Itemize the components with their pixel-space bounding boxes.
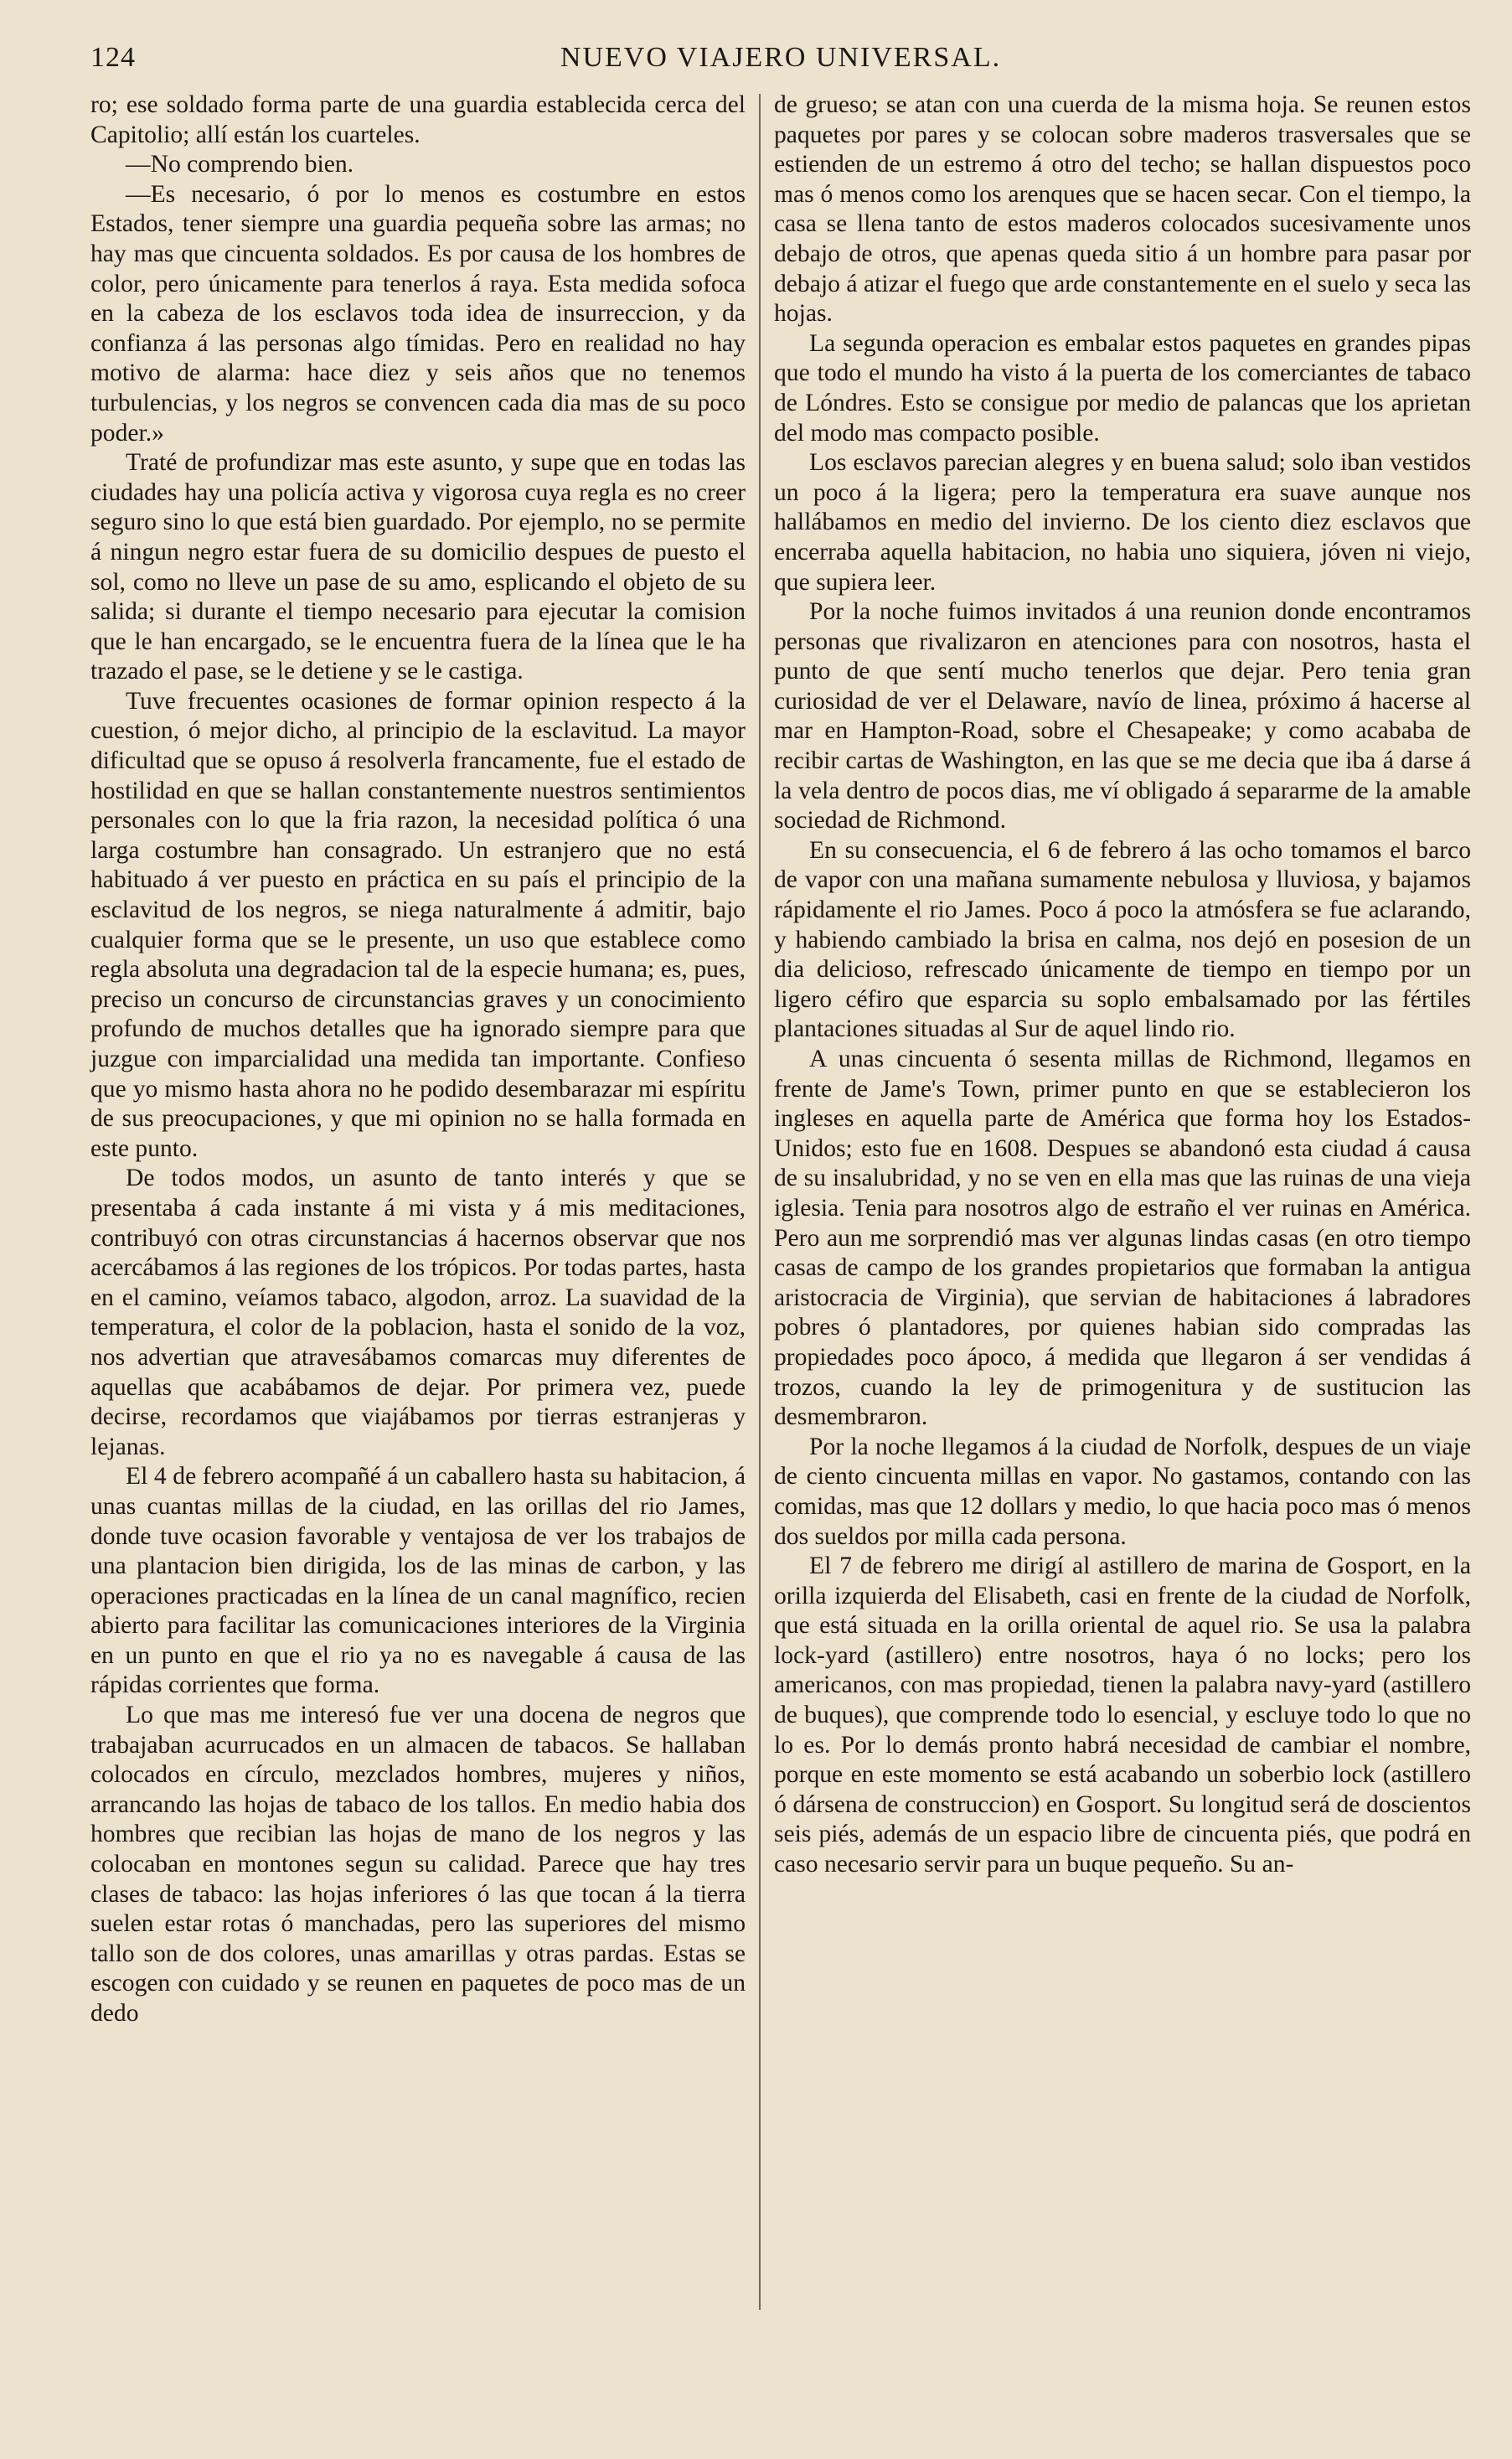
paragraph: Traté de profundizar mas este asunto, y supe que en todas las ciudades hay una policía activa y vigorosa cuya regla es no creer seguro sino lo que está bien guardado. Por ejemplo, no se permite á ningun negro estar fuera de su domicilio despues de puesto el sol, como no lleve un pase de su amo, esplicando el objeto de su salida; si durante el tiempo necesario para ejecutar la comision que le han encargado, se le encuentra fuera de la línea que le ha trazado el pase, se le detiene y se le castiga. (90, 449, 746, 685)
running-title: NUEVO VIAJERO UNIVERSAL. (560, 42, 1002, 73)
left-column (90, 90, 746, 2029)
right-column (774, 90, 1471, 1880)
paragraph: Por la noche llegamos á la ciudad de Norfolk, despues de un viaje de ciento cincuenta millas en vapor. No gastamos, contando con las comidas, mas que 12 dollars y medio, lo que hacia poco mas ó menos dos sueldos por milla cada persona. (774, 1433, 1471, 1550)
column-divider (759, 94, 761, 2310)
paragraph: Por la noche fuimos invitados á una reunion donde encontramos personas que rivalizaron en atenciones para con nosotros, hasta el punto de que sentí mucho tenerlos que dejar. Pero tenia gran curiosidad de ver el Delaware, navío de linea, próximo á hacerse al mar en Hampton-Road, sobre el Chesapeake; y como acababa de recibir cartas de Washington, en las que se me decia que iba á darse á la vela dentro de pocos dias, me ví obligado á separarme de la amable sociedad de Richmond. (774, 598, 1471, 834)
paragraph: El 4 de febrero acompañé á un caballero hasta su habitacion, á unas cuantas millas de la ciudad, en las orillas del rio James, donde tuve ocasion favorable y ventajosa de ver los trabajos de una plantacion bien dirigida, los de las minas de carbon, y las operaciones practicadas en la línea de un canal magnífico, recien abierto para facilitar las comunicaciones interiores de la Virginia en un punto en que el rio ya no es navegable á causa de las rápidas corrientes que forma. (90, 1463, 746, 1699)
paragraph: ro; ese soldado forma parte de una guardia establecida cerca del Capitolio; allí están los cuarteles. (90, 91, 746, 148)
paragraph: Lo que mas me interesó fue ver una docena de negros que trabajaban acurrucados en un almacen de tabacos. Se hallaban colocados en círculo, mezclados hombres, mujeres y niños, arrancando las hojas de tabaco de los tallos. En medio habia dos hombres que recibian las hojas de mano de los negros y las colocaban en montones segun su calidad. Parece que hay tres clases de tabaco: las hojas inferiores ó las que tocan á la tierra suelen estar rotas ó manchadas, pero las superiores del mismo tallo son de dos colores, unas amarillas y otras pardas. Estas se escogen con cuidado y se reunen en paquetes de poco mas de un dedo (90, 1702, 746, 2027)
paragraph: de grueso; se atan con una cuerda de la misma hoja. Se reunen estos paquetes por pares y se colocan sobre maderos trasversales que se estienden de un estremo á otro del techo; se hallan dispuestos poco mas ó menos como los arenques que se hacen secar. Con el tiempo, la casa se llena tanto de estos maderos colocados sucesivamente unos debajo de otros, que apenas queda sitio á un hombre para pasar por debajo á atizar el fuego que arde constantemente en el suelo y seca las hojas. (774, 91, 1471, 328)
paragraph: En su consecuencia, el 6 de febrero á las ocho tomamos el barco de vapor con una mañana sumamente nebulosa y lluviosa, y bajamos rápidamente el rio James. Poco á poco la atmósfera se fue aclarando, y habiendo cambiado la brisa en calma, nos dejó en posesion de un dia delicioso, refrescado únicamente de tiempo en tiempo por un ligero céfiro que esparcia su soplo embalsamado por las fértiles plantaciones situadas al Sur de aquel lindo rio. (774, 836, 1471, 1043)
paragraph: Los esclavos parecian alegres y en buena salud; solo iban vestidos un poco á la ligera; pero la temperatura era suave aunque nos hallábamos en medio del invierno. De los ciento diez esclavos que encerraba aquella habitacion, no habia uno siquiera, jóven ni viejo, que supiera leer. (774, 449, 1471, 596)
paragraph: El 7 de febrero me dirigí al astillero de marina de Gosport, en la orilla izquierda del Elisabeth, casi en frente de la ciudad de Norfolk, que está situada en la orilla oriental de aquel rio. Se usa la palabra lock-yard (astillero) entre nosotros, haya ó no locks; pero los americanos, con mas propiedad, tienen la palabra navy-yard (astillero de buques), que comprende todo lo esencial, y escluye todo lo que no lo es. Por lo demás pronto habrá necesidad de cambiar el nombre, porque en este momento se está acabando un soberbio lock (astillero ó dársena de construccion) en Gosport. Su longitud será de doscientos seis piés, además de un espacio libre de cincuenta piés, que podrá en caso necesario servir para un buque pequeño. Su an- (774, 1552, 1471, 1878)
paragraph: Tuve frecuentes ocasiones de formar opinion respecto á la cuestion, ó mejor dicho, al principio de la esclavitud. La mayor dificultad que se opuso á resolverla francamente, fue el estado de hostilidad en que se hallan constantemente nuestros sentimientos personales con lo que la fria razon, la necesidad política ó una larga costumbre han consagrado. Un estranjero que no está habituado á ver puesto en práctica en su país el principio de la esclavitud de los negros, se niega naturalmente á admitir, bajo cualquier forma que se le presente, un uso que establece como regla absoluta una degradacion tal de la especie humana; es, pues, preciso un concurso de circunstancias graves y un conocimiento profundo de muchos detalles que ha ignorado siempre para que juzgue con imparcialidad una medida tan importante. Confieso que yo mismo hasta ahora no he podido desembarazar mi espíritu de sus preocupaciones, y que mi opinion no se halla formada en este punto. (90, 687, 746, 1162)
paragraph: A unas cincuenta ó sesenta millas de Richmond, llegamos en frente de Jame's Town, primer punto en que se establecieron los ingleses en aquella parte de América que forma hoy los Estados-Unidos; esto fue en 1608. Despues se abandonó esta ciudad á causa de su insalubridad, y no se ven en ella mas que las ruinas de una vieja iglesia. Tenia para nosotros algo de estraño el ver ruinas en América. Pero aun me sorprendió mas ver algunas lindas casas (en otro tiempo casas de campo de los grandes propietarios que formaban la antigua aristocracia de Virginia), que servian de habitaciones á labradores pobres ó plantadores, por quienes habian sido compradas las propiedades poco ápoco, á medida que llegaron á ser vendidas á trozos, cuando la ley de primogenitura y de sustitucion las desmembraron. (774, 1046, 1471, 1431)
paragraph: La segunda operacion es embalar estos paquetes en grandes pipas que todo el mundo ha visto á la puerta de los comerciantes de tabaco de Lóndres. Esto se consigue por medio de palancas que los aprietan del modo mas compacto posible. (774, 329, 1471, 447)
page-number: 124 (90, 42, 136, 73)
paragraph: —No comprendo bien. (126, 151, 354, 178)
page-header (90, 42, 1471, 89)
paragraph: —Es necesario, ó por lo menos es costumbre en estos Estados, tener siempre una guardia pequeña sobre las armas; no hay mas que cincuenta soldados. Es por causa de los hombres de color, pero únicamente para tenerlos á raya. Esta medida sofoca en la cabeza de los esclavos toda idea de insurreccion, y da confianza á las personas algo tímidas. Pero en realidad no hay motivo de alarma: hace diez y seis años que no tenemos turbulencias, y los negros se convencen cada dia mas de su poco poder.» (90, 180, 746, 447)
paragraph: De todos modos, un asunto de tanto interés y que se presentaba á cada instante á mi vista y á mis meditaciones, contribuyó con otras circunstancias á hacernos observar que nos acercábamos á las regiones de los trópicos. Por todas partes, hasta en el camino, veíamos tabaco, algodon, arroz. La suavidad de la temperatura, el color de la poblacion, hasta el sonido de la voz, nos advertian que atravesábamos comarcas muy diferentes de aquellas que acabábamos de dejar. Por primera vez, puede decirse, recordamos que viajábamos por tierras estranjeras y lejanas. (90, 1165, 746, 1460)
